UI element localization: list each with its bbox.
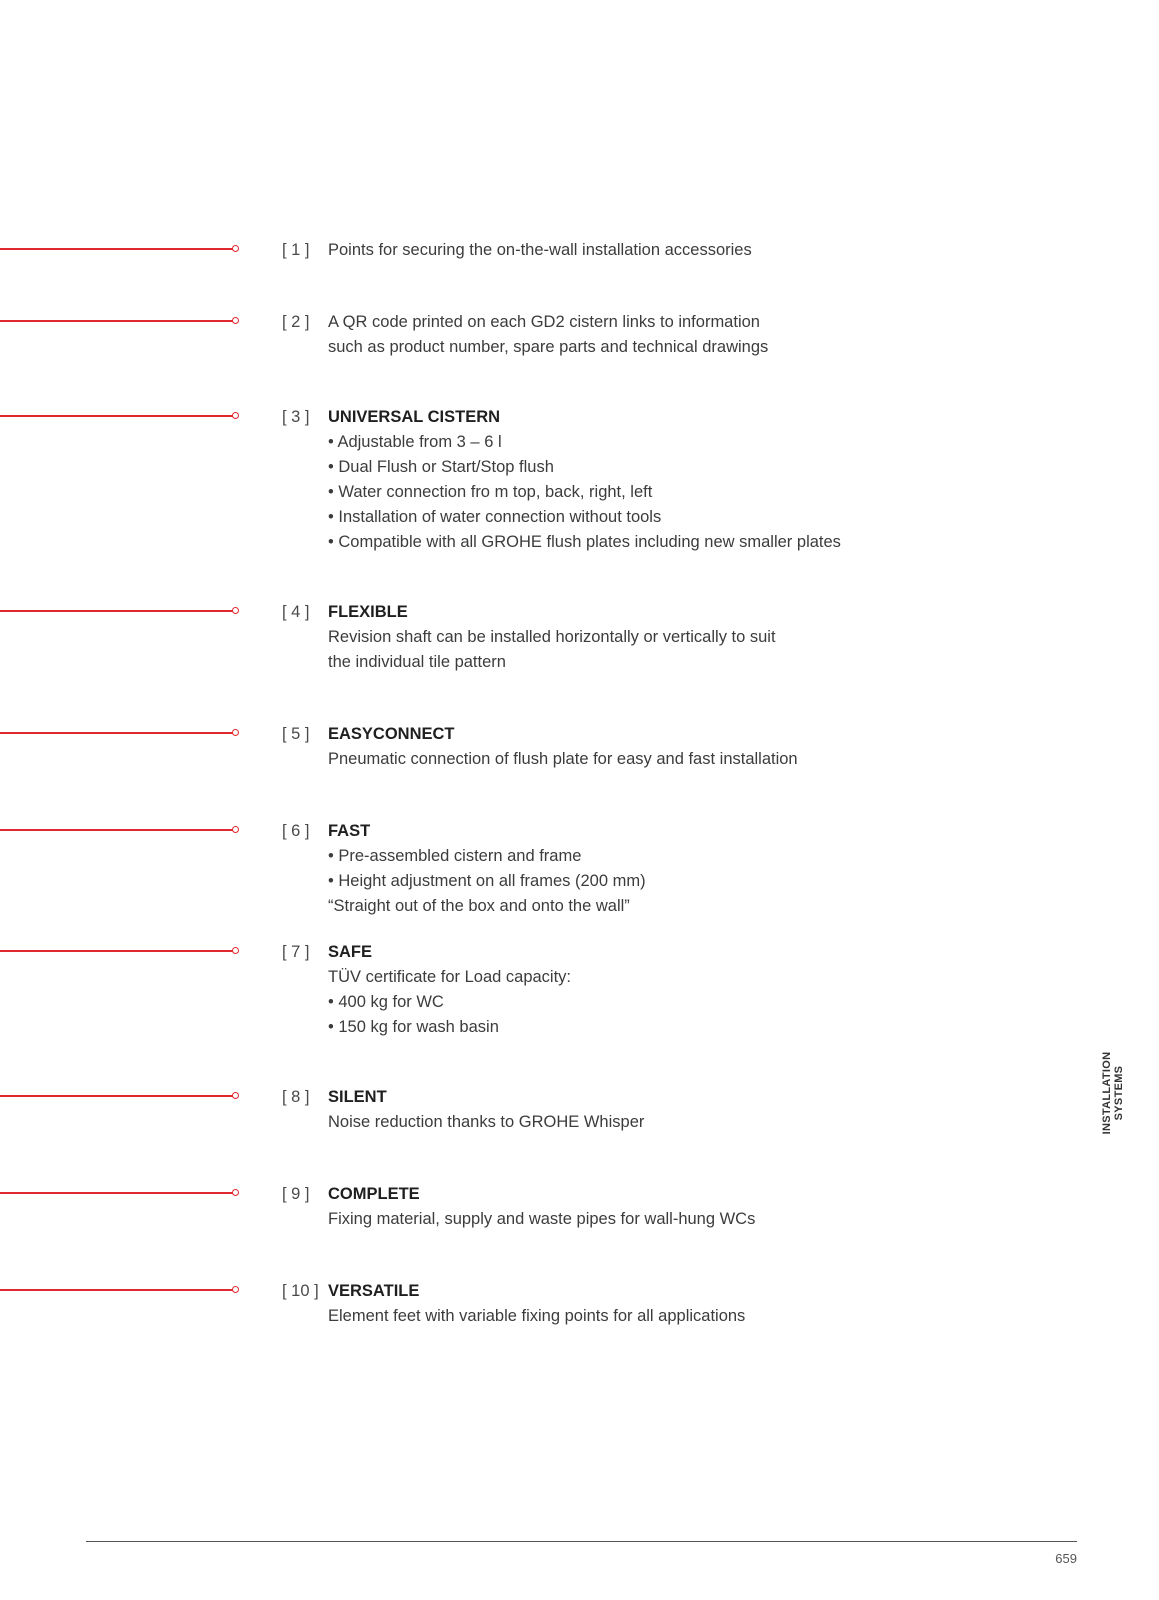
callout-text-line: • Dual Flush or Start/Stop flush — [328, 458, 554, 476]
callout-leader-line — [0, 1192, 233, 1194]
callout-text-line: • Pre-assembled cistern and frame — [328, 847, 582, 865]
callout-text-line: the individual tile pattern — [328, 653, 506, 671]
callout-leader-line — [0, 610, 233, 612]
callout-text-line: Fixing material, supply and waste pipes for wall-hung WCs — [328, 1210, 756, 1228]
callout-leader-line — [0, 1289, 233, 1291]
callout-leader-line — [0, 248, 233, 250]
callout-leader-line — [0, 415, 233, 417]
callout-number: [ 6 ] — [282, 822, 310, 840]
callout-number: [ 9 ] — [282, 1185, 310, 1203]
callout-number: [ 1 ] — [282, 241, 310, 259]
callout-leader-line — [0, 732, 233, 734]
callout-text-line: Noise reduction thanks to GROHE Whisper — [328, 1113, 645, 1131]
callout-content — [328, 819, 928, 919]
callout-content — [328, 940, 928, 1040]
callout-text-line: • Water connection fro m top, back, right, left — [328, 483, 653, 501]
callout-content — [328, 722, 928, 772]
callout-heading: EASYCONNECT — [328, 725, 455, 743]
callout-content — [328, 1085, 928, 1135]
callout-text-line: • Installation of water connection without tools — [328, 508, 662, 526]
callout-content — [328, 310, 928, 360]
callout-text-line: A QR code printed on each GD2 cistern links to information — [328, 313, 760, 331]
callout-number: [ 10 ] — [282, 1282, 319, 1300]
callout-number: [ 3 ] — [282, 408, 310, 426]
side-label-line-2: SYSTEMS — [1113, 1065, 1125, 1121]
callout-text-line: • Adjustable from 3 – 6 l — [328, 433, 502, 451]
callout-text-line: Pneumatic connection of flush plate for easy and fast installation — [328, 750, 798, 768]
callout-content — [328, 238, 928, 263]
callout-content — [328, 600, 928, 675]
callout-leader-line — [0, 829, 233, 831]
callout-content — [328, 1279, 928, 1329]
page-number: 659 — [1055, 1551, 1077, 1566]
callout-heading: COMPLETE — [328, 1185, 420, 1203]
callout-content — [328, 1182, 928, 1232]
callout-heading: FLEXIBLE — [328, 603, 408, 621]
side-label-line-1: INSTALLATION — [1101, 1051, 1113, 1135]
callout-text-line: “Straight out of the box and onto the wall” — [328, 897, 630, 915]
callout-number: [ 8 ] — [282, 1088, 310, 1106]
callout-number: [ 7 ] — [282, 943, 310, 961]
callout-number: [ 2 ] — [282, 313, 310, 331]
callout-heading: UNIVERSAL CISTERN — [328, 408, 501, 426]
callout-content — [328, 405, 928, 555]
callout-text-line: such as product number, spare parts and technical drawings — [328, 338, 769, 356]
callout-leader-line — [0, 1095, 233, 1097]
callout-heading: FAST — [328, 822, 371, 840]
callout-text-line: Element feet with variable fixing points for all applications — [328, 1307, 746, 1325]
callout-heading: SAFE — [328, 943, 373, 961]
callout-text-line: • 400 kg for WC — [328, 993, 444, 1011]
callout-text-line: TÜV certificate for Load capacity: — [328, 968, 572, 986]
callout-text-line: • 150 kg for wash basin — [328, 1018, 499, 1036]
callout-text-line: Revision shaft can be installed horizontally or vertically to suit — [328, 628, 776, 646]
section-side-label — [1101, 1013, 1125, 1173]
callout-text-line: • Compatible with all GROHE flush plates including new smaller plates — [328, 533, 841, 551]
footer-divider — [86, 1541, 1077, 1542]
callout-text-line: Points for securing the on-the-wall installation accessories — [328, 241, 752, 259]
callout-text-line: • Height adjustment on all frames (200 mm) — [328, 872, 646, 890]
callout-number: [ 5 ] — [282, 725, 310, 743]
callout-heading: VERSATILE — [328, 1282, 420, 1300]
callout-heading: SILENT — [328, 1088, 387, 1106]
callout-number: [ 4 ] — [282, 603, 310, 621]
callout-leader-line — [0, 950, 233, 952]
callout-leader-line — [0, 320, 233, 322]
